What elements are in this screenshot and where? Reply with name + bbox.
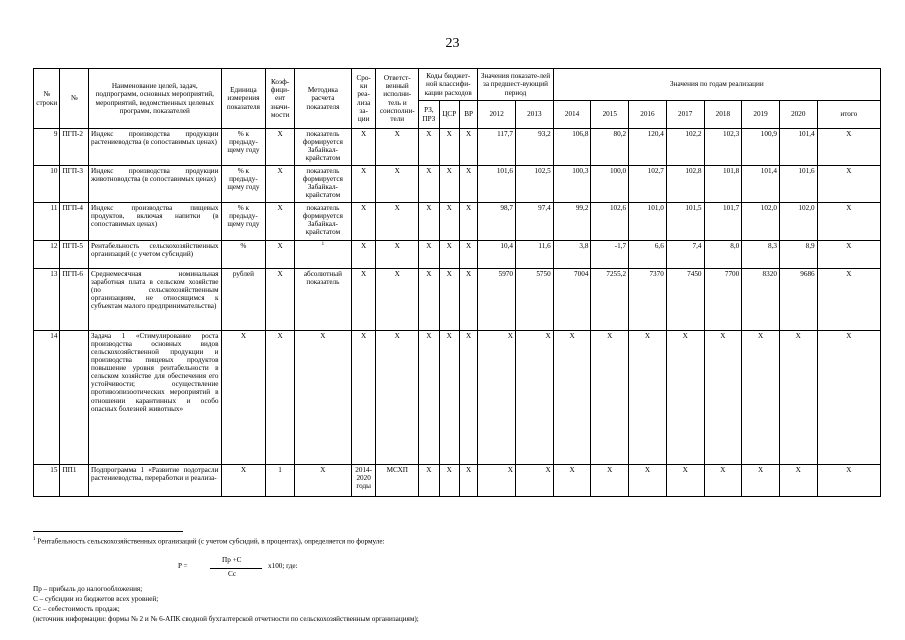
unit-cell: % — [221, 241, 266, 269]
footnote-def: (источник информации: формы № 2 и № 6-АПК сводной бухгалтерской отчетности по сельскохозяйственным организациям); — [33, 615, 419, 623]
term-cell: X — [351, 241, 375, 269]
year-value-cell: 106,8 — [553, 129, 591, 166]
row-number-cell: 10 — [34, 166, 60, 203]
row-number-cell: 11 — [34, 203, 60, 241]
year-value-cell: 80,2 — [591, 129, 629, 166]
year-value-cell: 100,9 — [742, 129, 780, 166]
header-coef: Коэф-фици-ент значи-мости — [266, 69, 295, 129]
year-value-cell: X — [553, 331, 591, 465]
code-cell: ПГП-3 — [60, 166, 89, 203]
name-cell: Задача 1 «Стимулирование роста производства основных видов сельскохозяйственной продукции и производства пищевых продуктов повышение уровня рентабельности в сельском хозяйстве для обеспечения его устойчивости; осуществление противоэпизоотических мероприятий в отношении карантинных и особо опасных болезней животных» — [89, 331, 221, 465]
row-number-cell: 15 — [34, 465, 60, 497]
row-number-cell: 9 — [34, 129, 60, 166]
responsible-cell: X — [376, 269, 419, 331]
year-value-cell: 7004 — [553, 269, 591, 331]
value-2013-cell: X — [515, 465, 553, 497]
year-value-cell: X — [629, 465, 667, 497]
rz-cell: X — [419, 269, 439, 331]
year-value-cell: 102,6 — [591, 203, 629, 241]
year-value-cell: 8,9 — [779, 241, 817, 269]
total-cell: X — [817, 269, 880, 331]
formula-denominator: Сс — [228, 570, 237, 578]
rz-cell: X — [419, 166, 439, 203]
year-value-cell: 102,7 — [629, 166, 667, 203]
header-year: 2018 — [704, 101, 742, 129]
row-number-cell: 12 — [34, 241, 60, 269]
year-value-cell: 101,4 — [779, 129, 817, 166]
year-value-cell: 8,0 — [704, 241, 742, 269]
responsible-cell: X — [376, 331, 419, 465]
year-value-cell: 102,0 — [779, 203, 817, 241]
name-cell: Индекс производства продукции животноводства (в сопоставимых ценах) — [89, 166, 221, 203]
year-value-cell: 8320 — [742, 269, 780, 331]
page-number: 23 — [445, 36, 460, 51]
name-cell: Подпрограмма 1 «Развитие подотрасли растениеводства, переработки и реализа- — [89, 465, 221, 497]
csr-cell: X — [439, 241, 459, 269]
table-row — [34, 129, 881, 166]
header-total: итого — [817, 101, 880, 129]
header-method: Методика расчета показателя — [294, 69, 351, 129]
header-prev-values: Значения показате-лей за предшест-вующий период — [478, 69, 553, 101]
method-cell: показатель формируется Забайкал-крайстатом — [294, 203, 351, 241]
year-value-cell: 101,0 — [629, 203, 667, 241]
coef-cell: X — [266, 331, 295, 465]
coef-cell: X — [266, 269, 295, 331]
csr-cell: X — [439, 269, 459, 331]
year-value-cell: 99,2 — [553, 203, 591, 241]
value-2012-cell: X — [478, 331, 516, 465]
header-no: № — [60, 69, 89, 129]
value-2013-cell: 97,4 — [515, 203, 553, 241]
term-cell: X — [351, 331, 375, 465]
formula-fraction-line — [210, 568, 262, 569]
total-cell: X — [817, 465, 880, 497]
table-row — [34, 166, 881, 203]
year-value-cell: 9686 — [779, 269, 817, 331]
coef-cell: 1 — [266, 465, 295, 497]
year-value-cell: X — [629, 331, 667, 465]
formula-tail: х100; где: — [268, 562, 298, 570]
unit-cell: X — [221, 331, 266, 465]
header-unit: Единица измерения показателя — [221, 69, 266, 129]
method-cell: X — [294, 465, 351, 497]
formula-lhs: P = — [178, 562, 188, 570]
name-cell: Индекс производства продукции растениеводства (в сопоставимых ценах) — [89, 129, 221, 166]
header-csr: ЦСР — [439, 101, 459, 129]
header-term: Сро-ки реа-лиза за-ции — [351, 69, 375, 129]
code-cell: ПГП-4 — [60, 203, 89, 241]
table-row — [34, 269, 881, 331]
header-year: 2019 — [742, 101, 780, 129]
method-cell: абсолютный показатель — [294, 269, 351, 331]
row-number-cell: 13 — [34, 269, 60, 331]
unit-cell: X — [221, 465, 266, 497]
vr-cell: X — [459, 241, 477, 269]
code-cell: ПГП-2 — [60, 129, 89, 166]
value-2012-cell: 5970 — [478, 269, 516, 331]
csr-cell: X — [439, 166, 459, 203]
vr-cell: X — [459, 331, 477, 465]
method-cell: X — [294, 331, 351, 465]
year-value-cell: 7450 — [666, 269, 704, 331]
year-value-cell: -1,7 — [591, 241, 629, 269]
header-year-2013: 2013 — [515, 101, 553, 129]
row-number-cell: 14 — [34, 331, 60, 465]
method-cell: показатель формируется Забайкал-крайстатом — [294, 129, 351, 166]
header-vr: ВР — [459, 101, 477, 129]
term-cell: 2014-2020 годы — [351, 465, 375, 497]
header-year: 2015 — [591, 101, 629, 129]
unit-cell: % к предыду-щему году — [221, 129, 266, 166]
total-cell: X — [817, 241, 880, 269]
term-cell: X — [351, 166, 375, 203]
code-cell: ПГП-5 — [60, 241, 89, 269]
rz-cell: X — [419, 465, 439, 497]
year-value-cell: 100,3 — [553, 166, 591, 203]
year-value-cell: X — [666, 465, 704, 497]
unit-cell: % к предыду-щему году — [221, 166, 266, 203]
value-2012-cell: X — [478, 465, 516, 497]
year-value-cell: 102,0 — [742, 203, 780, 241]
responsible-cell: МСХП — [376, 465, 419, 497]
name-cell: Среднемесячная номинальная заработная плата в сельском хозяйстве (по сельскохозяйственным организациям, не относящимся к субъектам малого предпринимательства) — [89, 269, 221, 331]
coef-cell: X — [266, 241, 295, 269]
vr-cell: X — [459, 129, 477, 166]
coef-cell: X — [266, 203, 295, 241]
header-year-2012: 2012 — [478, 101, 516, 129]
table-row — [34, 203, 881, 241]
year-value-cell: X — [779, 331, 817, 465]
header-responsible: Ответст-венный исполни-тель и соисполни-тели — [376, 69, 419, 129]
year-value-cell: 7370 — [629, 269, 667, 331]
responsible-cell: X — [376, 166, 419, 203]
header-name: Наименование целей, задач, подпрограмм, основных мероприятий, мероприятий, ведомственных целевых программ, показателей — [89, 69, 221, 129]
footnote-def: С – субсидии из бюджетов всех уровней; — [33, 595, 159, 603]
vr-cell: X — [459, 269, 477, 331]
header-row-no: № строки — [34, 69, 60, 129]
year-value-cell: 101,8 — [704, 166, 742, 203]
method-cell: показатель формируется Забайкал-крайстатом — [294, 166, 351, 203]
year-value-cell: 102,3 — [704, 129, 742, 166]
year-value-cell: 101,6 — [779, 166, 817, 203]
value-2013-cell: 5750 — [515, 269, 553, 331]
responsible-cell: X — [376, 241, 419, 269]
method-cell: 1 — [294, 241, 351, 269]
header-year: 2016 — [629, 101, 667, 129]
header-year: 2017 — [666, 101, 704, 129]
year-value-cell: 101,7 — [704, 203, 742, 241]
total-cell: X — [817, 129, 880, 166]
value-2013-cell: 11,6 — [515, 241, 553, 269]
total-cell: X — [817, 331, 880, 465]
csr-cell: X — [439, 129, 459, 166]
year-value-cell: X — [591, 465, 629, 497]
responsible-cell: X — [376, 129, 419, 166]
year-value-cell: X — [591, 331, 629, 465]
year-value-cell: 3,8 — [553, 241, 591, 269]
year-value-cell: X — [742, 465, 780, 497]
rz-cell: X — [419, 203, 439, 241]
vr-cell: X — [459, 465, 477, 497]
value-2012-cell: 10,4 — [478, 241, 516, 269]
year-value-cell: 101,4 — [742, 166, 780, 203]
header-year: 2020 — [779, 101, 817, 129]
total-cell: X — [817, 203, 880, 241]
responsible-cell: X — [376, 203, 419, 241]
indicators-table — [33, 68, 881, 497]
table-row — [34, 465, 881, 497]
header-budget-codes: Коды бюджет-ной классифи-кации расходов — [419, 69, 478, 101]
year-value-cell: 7,4 — [666, 241, 704, 269]
year-value-cell: 6,6 — [629, 241, 667, 269]
footnote-def: Сс – себестоимость продаж; — [33, 605, 120, 613]
code-cell: ПГП-6 — [60, 269, 89, 331]
vr-cell: X — [459, 166, 477, 203]
term-cell: X — [351, 129, 375, 166]
value-2013-cell: X — [515, 331, 553, 465]
footnote-def: Пр – прибыль до налогообложения; — [33, 585, 143, 593]
footnote-text: $^1$ Рентабельность сельскохозяйственных организаций (с учетом субсидий, в процентах), определяется по формуле: — [33, 537, 385, 546]
value-2012-cell: 117,7 — [478, 129, 516, 166]
year-value-cell: 102,2 — [666, 129, 704, 166]
csr-cell: X — [439, 331, 459, 465]
year-value-cell: X — [779, 465, 817, 497]
unit-cell: рублей — [221, 269, 266, 331]
term-cell: X — [351, 269, 375, 331]
year-value-cell: X — [704, 331, 742, 465]
year-value-cell: X — [742, 331, 780, 465]
formula-numerator: Пр +С — [222, 556, 242, 564]
name-cell: Индекс производства пищевых продуктов, включая напитки (в сопоставимых ценах) — [89, 203, 221, 241]
value-2012-cell: 101,6 — [478, 166, 516, 203]
year-value-cell: X — [704, 465, 742, 497]
year-value-cell: X — [553, 465, 591, 497]
year-value-cell: X — [666, 331, 704, 465]
year-value-cell: 101,5 — [666, 203, 704, 241]
year-value-cell: 120,4 — [629, 129, 667, 166]
value-2013-cell: 102,5 — [515, 166, 553, 203]
table-row — [34, 331, 881, 465]
coef-cell: X — [266, 166, 295, 203]
name-cell: Рентабельность сельскохозяйственных организаций (с учетом субсидий) — [89, 241, 221, 269]
header-year: 2014 — [553, 101, 591, 129]
csr-cell: X — [439, 465, 459, 497]
term-cell: X — [351, 203, 375, 241]
coef-cell: X — [266, 129, 295, 166]
header-year-values: Значения по годам реализации — [553, 69, 880, 101]
year-value-cell: 7700 — [704, 269, 742, 331]
value-2013-cell: 93,2 — [515, 129, 553, 166]
vr-cell: X — [459, 203, 477, 241]
year-value-cell: 8,3 — [742, 241, 780, 269]
rz-cell: X — [419, 331, 439, 465]
header-rz: РЗ, ПРЗ — [419, 101, 439, 129]
table-row — [34, 241, 881, 269]
total-cell: X — [817, 166, 880, 203]
unit-cell: % к предыду-щему году — [221, 203, 266, 241]
rz-cell: X — [419, 129, 439, 166]
year-value-cell: 100,0 — [591, 166, 629, 203]
year-value-cell: 102,8 — [666, 166, 704, 203]
code-cell: ПП1 — [60, 465, 89, 497]
code-cell — [60, 331, 89, 465]
value-2012-cell: 98,7 — [478, 203, 516, 241]
year-value-cell: 7255,2 — [591, 269, 629, 331]
csr-cell: X — [439, 203, 459, 241]
footnote-rule — [33, 531, 183, 532]
rz-cell: X — [419, 241, 439, 269]
